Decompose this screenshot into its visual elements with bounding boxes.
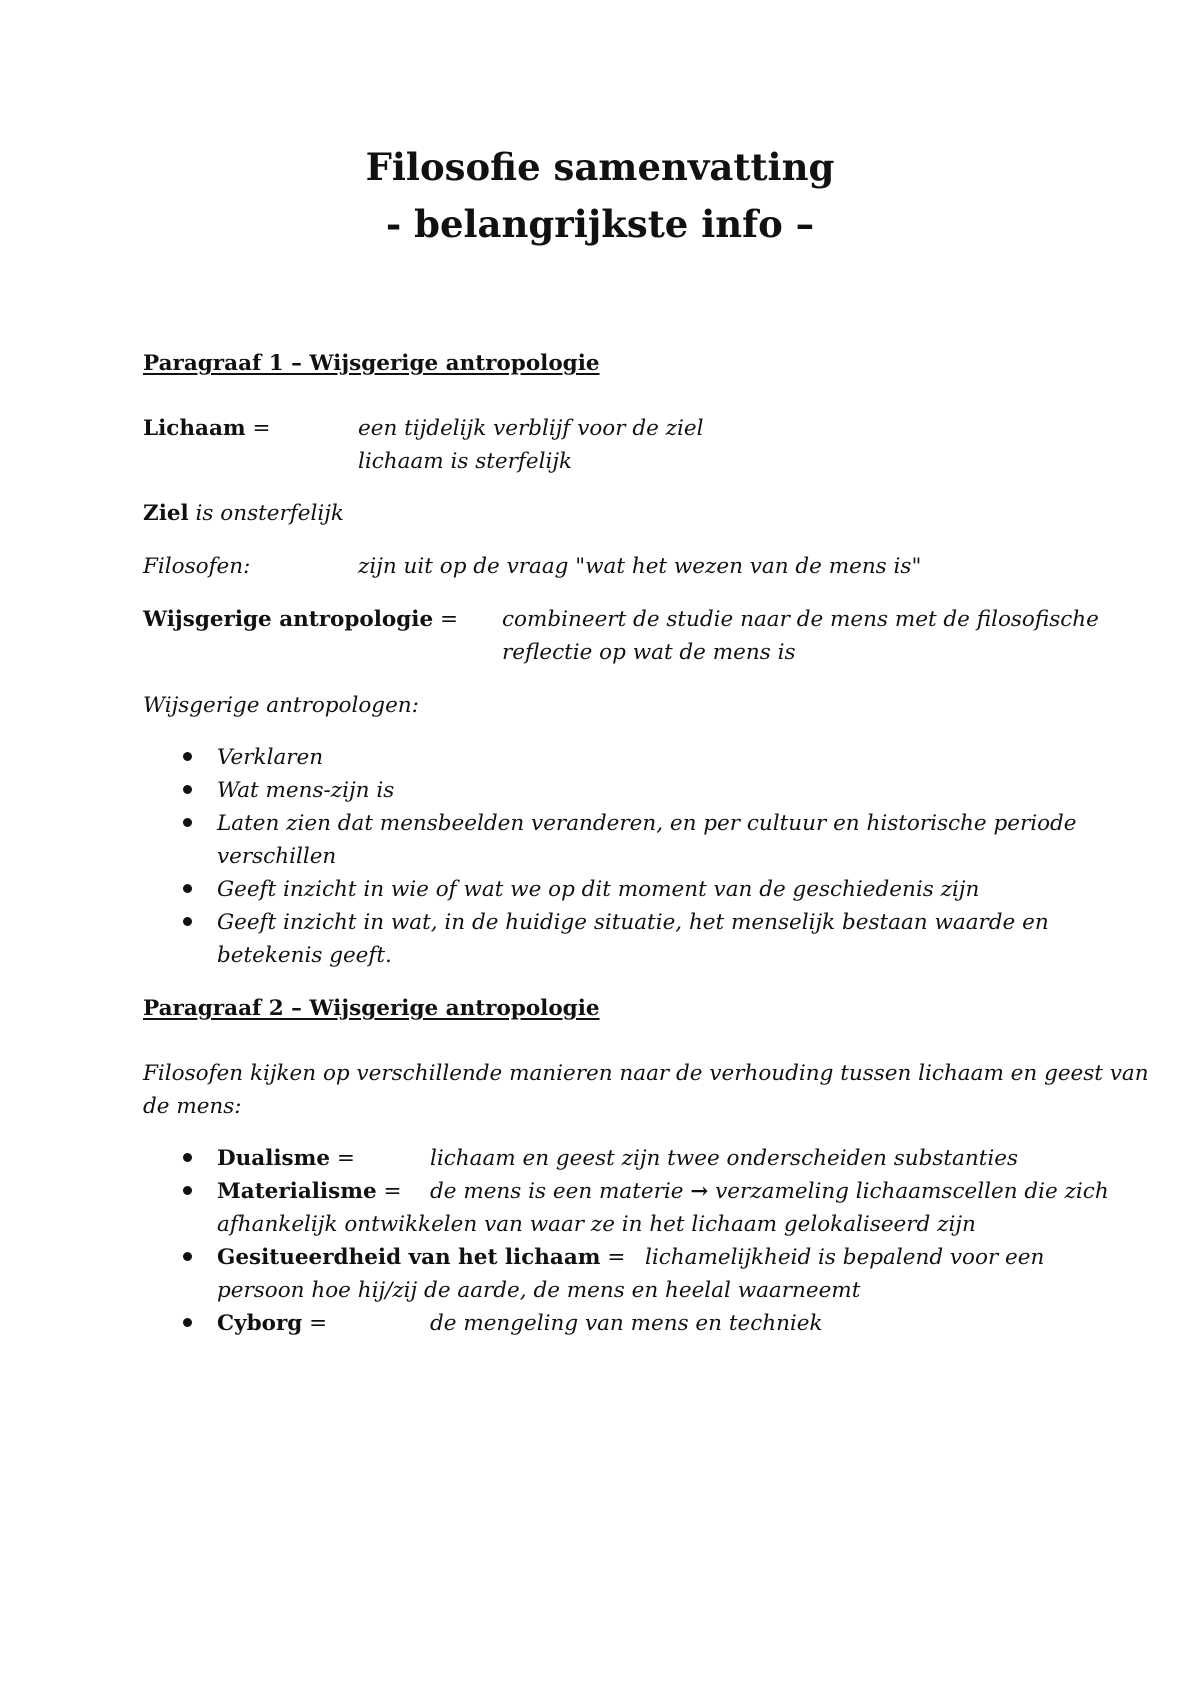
bullet-icon <box>183 1252 192 1261</box>
list-item: Geeft inzicht in wat, in de huidige situatie, het menselijk bestaan waarde en <box>217 910 1049 935</box>
term-label: Cyborg <box>217 1311 303 1336</box>
definition-materialisme-2: afhankelijk ontwikkelen van waar ze in het lichaam gelokaliseerd zijn <box>217 1212 976 1237</box>
term-materialisme <box>217 1175 402 1208</box>
definition-part: verzameling lichaamscellen die zich <box>708 1179 1109 1204</box>
equals-sign: = <box>600 1245 626 1270</box>
definition-materialisme-1 <box>430 1175 1109 1208</box>
term-label: Materialisme <box>217 1179 377 1204</box>
list-item: Verklaren <box>217 745 324 770</box>
definition-dualisme: lichaam en geest zijn twee onderscheiden substanties <box>430 1146 1018 1171</box>
definition-filosofen: zijn uit op de vraag "wat het wezen van de mens is" <box>358 554 922 579</box>
definition-gesitueerdheid-1: lichamelijkheid is bepalend voor een <box>645 1245 1045 1270</box>
definition-cyborg: de mengeling van mens en techniek <box>430 1311 823 1336</box>
document-subtitle: - belangrijkste info – <box>385 202 815 246</box>
section-heading-2: Paragraaf 2 – Wijsgerige antropologie <box>143 996 600 1021</box>
definition-wijsgerige-2: reflectie op wat de mens is <box>502 640 796 665</box>
term-label: Gesitueerdheid van het lichaam <box>217 1245 601 1270</box>
term-label: Lichaam <box>143 416 246 441</box>
bullet-icon <box>183 752 192 761</box>
equals-sign: = <box>330 1146 355 1171</box>
intro-line-2: de mens: <box>143 1094 242 1119</box>
term-filosofen: Filosofen: <box>143 554 251 579</box>
list-item: Geeft inzicht in wie of wat we op dit moment van de geschiedenis zijn <box>217 877 980 902</box>
section-heading-1: Paragraaf 1 – Wijsgerige antropologie <box>143 351 600 376</box>
arrow-right-icon: → <box>690 1179 709 1204</box>
bullet-icon <box>183 818 192 827</box>
list-item-continuation: betekenis geeft. <box>217 943 392 968</box>
bullet-icon <box>183 917 192 926</box>
bullet-icon <box>183 785 192 794</box>
bullet-icon <box>183 1318 192 1327</box>
definition-part: de mens is een materie <box>430 1179 684 1204</box>
bullet-icon <box>183 884 192 893</box>
list-item: Laten zien dat mensbeelden veranderen, en per cultuur en historische periode <box>217 811 1077 836</box>
definition-lichaam-1: een tijdelijk verblijf voor de ziel <box>358 416 704 441</box>
equals-sign: = <box>302 1311 328 1336</box>
equals-sign: = <box>433 607 459 632</box>
term-lichaam <box>143 412 270 445</box>
term-wijsgerige-antropologie <box>143 603 458 636</box>
equals-sign: = <box>376 1179 402 1204</box>
term-gesitueerdheid <box>217 1241 625 1274</box>
document-title: Filosofie samenvatting <box>365 145 835 189</box>
term-cyborg <box>217 1307 327 1340</box>
definition-lichaam-2: lichaam is sterfelijk <box>358 449 573 474</box>
term-label: Wijsgerige antropologie <box>143 607 434 632</box>
ziel-description: is onsterfelijk <box>188 501 344 526</box>
term-label: Ziel <box>143 501 189 526</box>
definition-gesitueerdheid-2: persoon hoe hij/zij de aarde, de mens en heelal waarneemt <box>217 1278 861 1303</box>
definition-wijsgerige-1: combineert de studie naar de mens met de filosofische <box>502 607 1099 632</box>
term-ziel <box>143 497 344 530</box>
bullet-icon <box>183 1186 192 1195</box>
term-dualisme <box>217 1142 355 1175</box>
bullet-icon <box>183 1153 192 1162</box>
equals-sign: = <box>245 416 271 441</box>
list-item: Wat mens-zijn is <box>217 778 395 803</box>
antropologen-label: Wijsgerige antropologen: <box>143 693 419 718</box>
list-item-continuation: verschillen <box>217 844 337 869</box>
term-label: Dualisme <box>217 1146 331 1171</box>
intro-line-1: Filosofen kijken op verschillende manieren naar de verhouding tussen lichaam en geest van <box>143 1061 1149 1086</box>
